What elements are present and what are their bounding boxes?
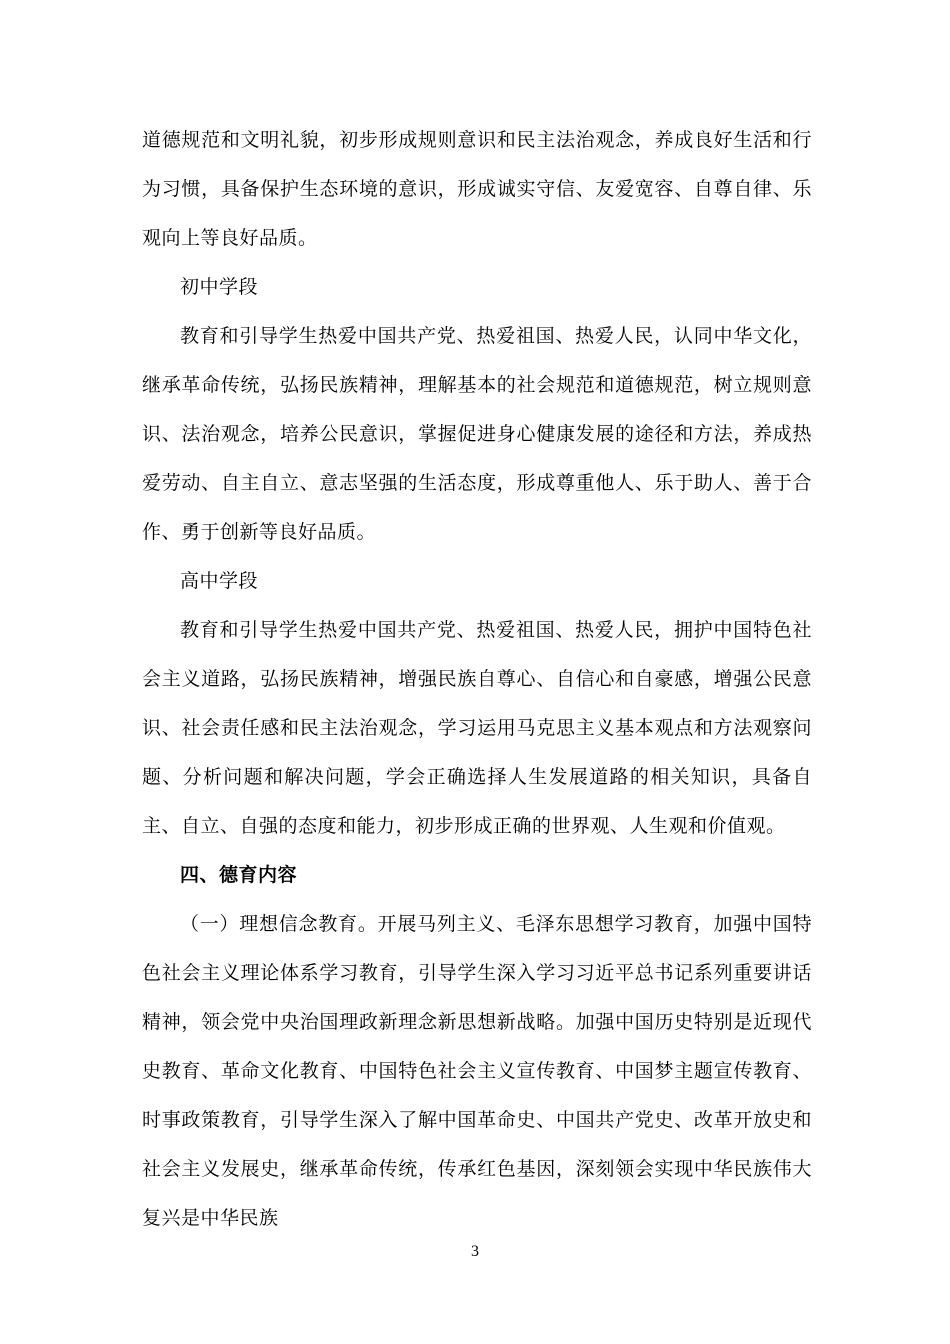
page-number: 3 (471, 1243, 479, 1260)
paragraph-senior-stage: 教育和引导学生热爱中国共产党、热爱祖国、热爱人民，拥护中国特色社会主义道路，弘扬民族精神，增强民族自尊心、自信心和自豪感，增强公民意识、社会责任感和民主法治观念，学习运用马克思主义基本观点和方法观察问题、分析问题和解决问题，学会正确选择人生发展道路的相关知识，具备自主、自立、自强的态度和能力，初步形成正确的世界观、人生观和价值观。 (142, 620, 812, 837)
paragraph-ideal-belief-education: （一）理想信念教育。开展马列主义、毛泽东思想学习教育，加强中国特色社会主义理论体系学习教育，引导学生深入学习习近平总书记系列重要讲话精神，领会党中央治国理政新理念新思想新战略。加强中国历史特别是近现代史教育、革命文化教育、中国特色社会主义宣传教育、中国梦主题宣传教育、时事政策教育，引导学生深入了解中国革命史、中国共产党史、改革开放史和社会主义发展史，继承革命传统，传承红色基因，深刻领会实现中华民族伟大复兴是中华民族 (142, 914, 812, 1229)
stage-heading-junior: 初中学段 (180, 277, 259, 298)
section-heading-moral-education-content: 四、德育内容 (180, 865, 298, 886)
stage-heading-senior: 高中学段 (180, 571, 259, 592)
paragraph-primary-stage-continued: 道德规范和文明礼貌，初步形成规则意识和民主法治观念，养成良好生活和行为习惯，具备保护生态环境的意识，形成诚实守信、友爱宽容、自尊自律、乐观向上等良好品质。 (142, 130, 812, 249)
document-body (142, 116, 812, 1243)
paragraph-junior-stage: 教育和引导学生热爱中国共产党、热爱祖国、热爱人民，认同中华文化，继承革命传统，弘扬民族精神，理解基本的社会规范和道德规范，树立规则意识、法治观念，培养公民意识，掌握促进身心健康发展的途径和方法，养成热爱劳动、自主自立、意志坚强的生活态度，形成尊重他人、乐于助人、善于合作、勇于创新等良好品质。 (142, 326, 812, 543)
